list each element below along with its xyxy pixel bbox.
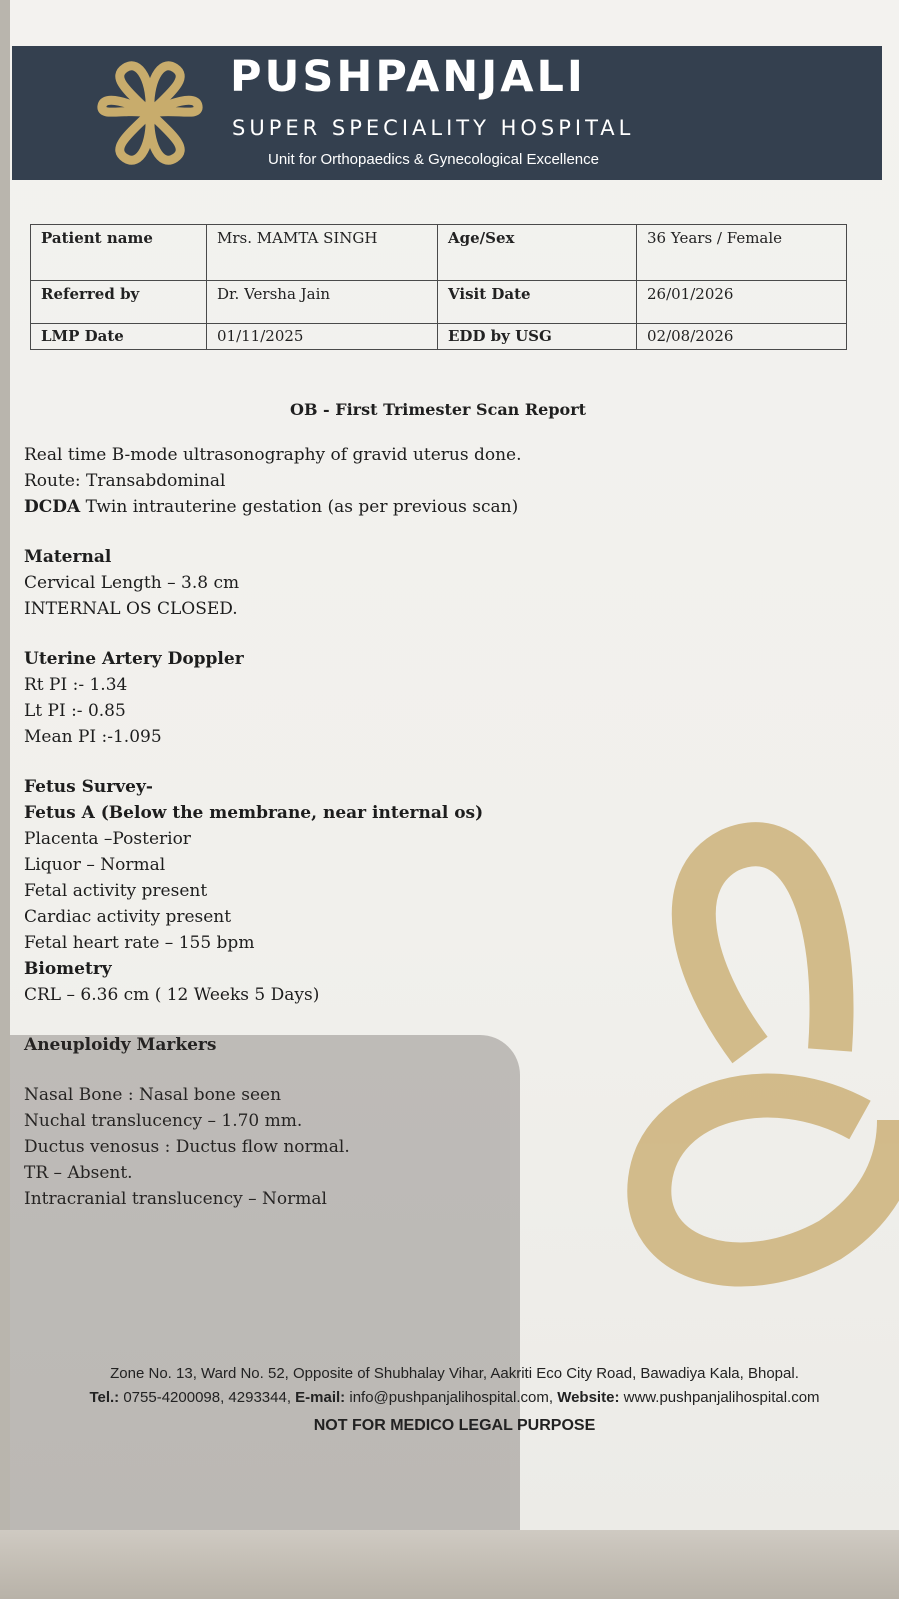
hospital-tagline: Unit for Orthopaedics & Gynecological Excellence <box>268 151 599 168</box>
report-page <box>10 0 899 1530</box>
aneuploidy-heading: Aneuploidy Markers <box>24 1035 217 1055</box>
fetus-a-heading: Fetus A (Below the membrane, near internal os) <box>24 803 484 823</box>
lmp-date-value: 01/11/2025 <box>207 324 438 350</box>
lt-pi: Lt PI :- 0.85 <box>24 701 126 721</box>
website-value: www.pushpanjalihospital.com <box>619 1389 820 1406</box>
tr: TR – Absent. <box>24 1163 133 1183</box>
tel-label: Tel.: <box>89 1389 120 1406</box>
patient-name-value: Mrs. MAMTA SINGH <box>207 225 438 281</box>
fetal-activity: Fetal activity present <box>24 881 208 901</box>
cervical-length: Cervical Length – 3.8 cm <box>24 573 240 593</box>
hospital-logo-icon <box>90 58 210 168</box>
footer <box>10 1362 899 1438</box>
patient-info-table <box>30 224 847 350</box>
email-value: info@pushpanjalihospital.com, <box>345 1389 558 1406</box>
visit-date-value: 26/01/2026 <box>637 281 847 324</box>
intracranial-translucency: Intracranial translucency – Normal <box>24 1189 327 1209</box>
email-label: E-mail: <box>295 1389 346 1406</box>
gestation-line <box>24 494 704 520</box>
crl: CRL – 6.36 cm ( 12 Weeks 5 Days) <box>24 985 320 1005</box>
dcda-label: DCDA <box>24 497 81 517</box>
footer-address: Zone No. 13, Ward No. 52, Opposite of Shubhalay Vihar, Aakriti Eco City Road, Bawadiya Kala, Bhopal. <box>110 1365 799 1382</box>
mean-pi: Mean PI :-1.095 <box>24 727 162 747</box>
age-sex-value: 36 Years / Female <box>637 225 847 281</box>
report-title: OB - First Trimester Scan Report <box>290 400 587 419</box>
rt-pi: Rt PI :- 1.34 <box>24 675 128 695</box>
age-sex-label: Age/Sex <box>438 225 637 281</box>
internal-os: INTERNAL OS CLOSED. <box>24 599 238 619</box>
hospital-name: PUSHPANJALI <box>230 52 586 102</box>
ductus-venosus: Ductus venosus : Ductus flow normal. <box>24 1137 350 1157</box>
footer-contact <box>10 1386 899 1410</box>
fetal-heart-rate: Fetal heart rate – 155 bpm <box>24 933 255 953</box>
table-row <box>31 225 847 281</box>
maternal-heading: Maternal <box>24 547 112 567</box>
referred-by-value: Dr. Versha Jain <box>207 281 438 324</box>
gestation-text: Twin intrauterine gestation (as per previous scan) <box>80 497 519 517</box>
website-label: Website: <box>557 1389 620 1406</box>
nuchal-translucency: Nuchal translucency – 1.70 mm. <box>24 1111 303 1131</box>
placenta: Placenta –Posterior <box>24 829 191 849</box>
nasal-bone: Nasal Bone : Nasal bone seen <box>24 1085 282 1105</box>
edd-label: EDD by USG <box>438 324 637 350</box>
edd-value: 02/08/2026 <box>637 324 847 350</box>
photo-shadow <box>10 1035 520 1530</box>
cardiac-activity: Cardiac activity present <box>24 907 232 927</box>
intro-line: Real time B-mode ultrasonography of gravid uterus done. <box>24 445 522 465</box>
tel-value: 0755-4200098, 4293344, <box>119 1389 296 1406</box>
background-surface <box>0 1530 899 1599</box>
doppler-heading: Uterine Artery Doppler <box>24 649 244 669</box>
patient-name-label: Patient name <box>31 225 207 281</box>
visit-date-label: Visit Date <box>438 281 637 324</box>
route-line: Route: Transabdominal <box>24 471 226 491</box>
legal-notice: NOT FOR MEDICO LEGAL PURPOSE <box>313 1417 596 1434</box>
liquor: Liquor – Normal <box>24 855 166 875</box>
biometry-heading: Biometry <box>24 959 112 979</box>
hospital-subtitle: SUPER SPECIALITY HOSPITAL <box>232 116 635 140</box>
lmp-date-label: LMP Date <box>31 324 207 350</box>
table-row <box>31 281 847 324</box>
table-row <box>31 324 847 350</box>
referred-by-label: Referred by <box>31 281 207 324</box>
fetus-survey-heading: Fetus Survey- <box>24 777 153 797</box>
